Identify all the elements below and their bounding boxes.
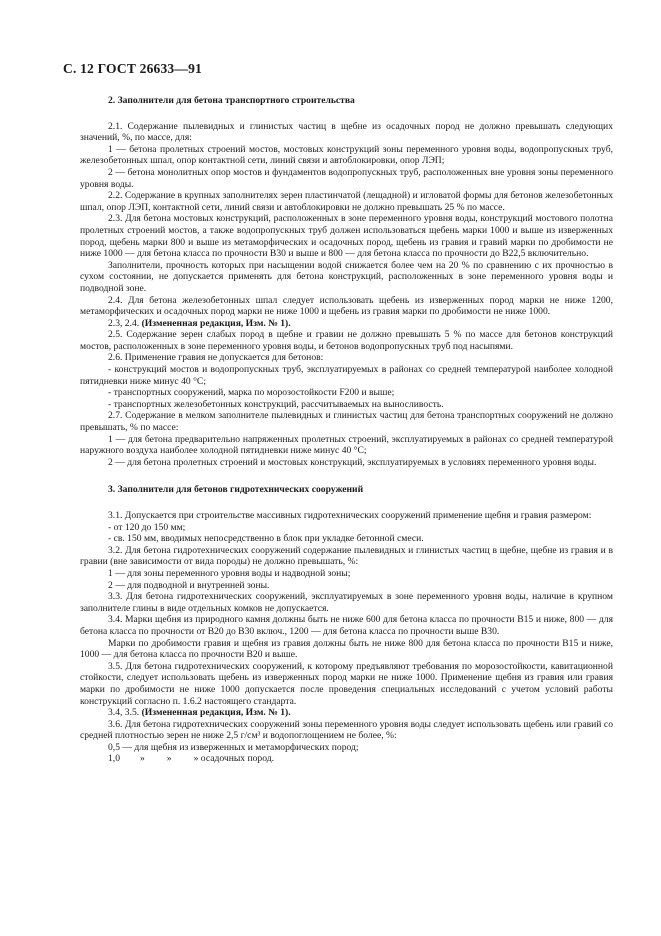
clause-3-2: 3.2. Для бетона гидротехнических сооружений содержание пылевидных и глинистых частиц в щебне, щебне из гравия и в гравии (вне зависимости от вида породы) не должно превышать, %:: [80, 544, 613, 568]
clause-3-4: 3.4. Марки щебня из природного камня должны быть не ниже 600 для бетона класса по прочности В15 и ниже, 800 — для бетона класса по прочности от В20 до В30 включ., 1200 — для бетона класса по прочности выше В30.: [80, 614, 613, 637]
document-body: [80, 95, 613, 765]
clause-2-1-item-2: 2 — бетона монолитных опор мостов и фундаментов водопропускных труб, расположенных вне уровня зоны переменного уровня воды.: [80, 166, 613, 190]
amendment-note-3-4-3-5: [80, 707, 613, 719]
page-header: С. 12 ГОСТ 26633—91: [63, 61, 202, 76]
clause-2-1-item-1: 1 — бетона пролетных строений мостов, мостовых конструкций зоны переменного уровня воды, водопропускных труб, железобетонных шпал, опор контактной сети, линий связи и автоблокировки, опор ЛЭП;: [80, 143, 613, 167]
clause-2-6-item-2: - транспортных сооружений, марка по морозостойкости F200 и выше;: [108, 387, 395, 399]
clause-2-3: 2.3. Для бетона мостовых конструкций, расположенных в зоне переменного уровня воды, конструкций мостового полотна пролетных строений мостов, а также водопропускных труб должен использоваться щебень марки 1000 и выше из изверженных пород, щебень марки 800 и выше из метаморфических и осадочных пород, щебень из гравия и гравий марки по дробимости не ниже 1000 — для бетона класса по прочности В30 и выше и 800 — для бетона класса по прочности до В22,5 включительно.: [80, 213, 613, 260]
clause-3-6-item-1: 0,5 — для щебня из изверженных и метаморфических пород;: [108, 741, 359, 753]
clause-3-1: 3.1. Допускается при строительстве массивных гидротехнических сооружений применение щебня и гравия размером:: [108, 510, 592, 521]
ditto-mark: »: [166, 753, 172, 765]
clause-2-6-item-1: - конструкций мостов и водопропускных труб, эксплуатируемых в районах со средней температурой наиболее холодной пятидневки ниже минус 40 °С;: [80, 364, 613, 387]
clause-3-4-paragraph-2: Марки по дробимости гравия и щебня из гравия должны быть не ниже 800 для бетона класса по прочности В15 и ниже, 1000 — для бетона класса по прочности В20 и выше.: [80, 637, 613, 661]
amendment-note-2-3-2-4: [80, 318, 613, 330]
clause-3-6: 3.6. Для бетона гидротехнических сооружений зоны переменного уровня воды следует использовать щебень или гравий со средней плотностью зерен не ниже 2,5 г/см³ и водопоглощением не более, %:: [80, 718, 613, 742]
clause-2-2: 2.2. Содержание в крупных заполнителях зерен пластинчатой (лещадной) и игловатой формы для бетонов железобетонных шпал, опор ЛЭП, контактной сети, линий связи и автоблокировки не должно превышать 25 % по массе.: [80, 190, 613, 213]
clause-2-7-item-1: 1 — для бетона предварительно напряженных пролетных строений, эксплуатируемых в районах со средней температурой наружного воздуха наиболее холодной пятидневки ниже минус 40 °С;: [80, 433, 613, 457]
amendment-clauses: 3.4, 3.5.: [108, 707, 140, 719]
clause-2-6: 2.6. Применение гравия не допускается для бетонов:: [108, 352, 324, 364]
amendment-label: (Измененная редакция, Изм. № 1).: [141, 317, 291, 329]
value: 1,0: [108, 753, 120, 765]
ditto-mark: »: [193, 753, 199, 765]
amendment-clauses: 2.3, 2.4.: [108, 317, 140, 329]
clause-3-1-item-2: - св. 150 мм, вводимых непосредственно в блок при укладке бетонной смеси.: [108, 533, 424, 545]
item-text: осадочных пород.: [200, 753, 275, 765]
clause-3-5: 3.5. Для бетона гидротехнических сооружений, к которому предъявляют требования по морозостойкости, кавитационной стойкости, следует использовать щебень из изверженных пород марки не ниже 1000. Применение щебня из гравия или гравия марки по дробимости не ниже 1000 допускается после проведения специальных исследований с учетом условий работы конструкций согласно п. 1.6.2 настоящего стандарта.: [80, 660, 613, 707]
clause-2-3-paragraph-2: Заполнители, прочность которых при насыщении водой снижается более чем на 20 % по сравнению с их прочностью в сухом состоянии, не допускается применять для бетона конструкций, расположенных в зоне переменного уровня воды и подводной зоне.: [80, 259, 613, 294]
clause-3-6-item-2: [80, 753, 613, 765]
clause-2-7: 2.7. Содержание в мелком заполнителе пылевидных и глинистых частиц для бетона транспортных сооружений не должно превышать, % по массе:: [80, 410, 613, 434]
clause-3-2-item-2: 2 — для подводной и внутренней зоны.: [108, 579, 270, 591]
clause-3-2-item-1: 1 — для зоны переменного уровня воды и надводной зоны;: [108, 567, 351, 579]
clause-2-4: 2.4. Для бетона железобетонных шпал следует использовать щебень из изверженных пород марки не ниже 1200, метаморфических и осадочных пород марки не ниже 1000 и щебень из гравия марки по дробимости не ниже 1000.: [80, 294, 613, 318]
clause-2-6-item-3: - транспортных железобетонных конструкций, рассчитываемых на выносливость.: [108, 398, 444, 410]
amendment-label: (Измененная редакция, Изм. № 1).: [141, 707, 291, 719]
ditto-mark: »: [140, 753, 145, 765]
clause-2-1: 2.1. Содержание пылевидных и глинистых частиц в щебне из осадочных пород не должно превышать следующих значений, %, по массе, для:: [80, 120, 613, 144]
clause-3-1-item-1: - от 120 до 150 мм;: [108, 521, 186, 533]
clause-2-7-item-2: 2 — для бетона пролетных строений и мостовых конструкций, эксплуатируемых в условиях переменного уровня воды.: [108, 456, 597, 468]
section-2-heading: 2. Заполнители для бетона транспортного строительства: [108, 95, 355, 106]
section-3-heading: 3. Заполнители для бетонов гидротехнических сооружений: [108, 484, 364, 496]
clause-3-3: 3.3. Для бетона гидротехнических сооружений, эксплуатируемых в зоне переменного уровня воды, наличие в крупном заполнителе глины в виде отдельных комков не допускается.: [80, 591, 613, 614]
clause-2-5: 2.5. Содержание зерен слабых пород в щебне и гравии не должно превышать 5 % по массе для бетонов конструкций мостов, расположенных в зоне переменного уровня воды, и бетонов водопропускных труб под насыпями.: [80, 329, 613, 352]
